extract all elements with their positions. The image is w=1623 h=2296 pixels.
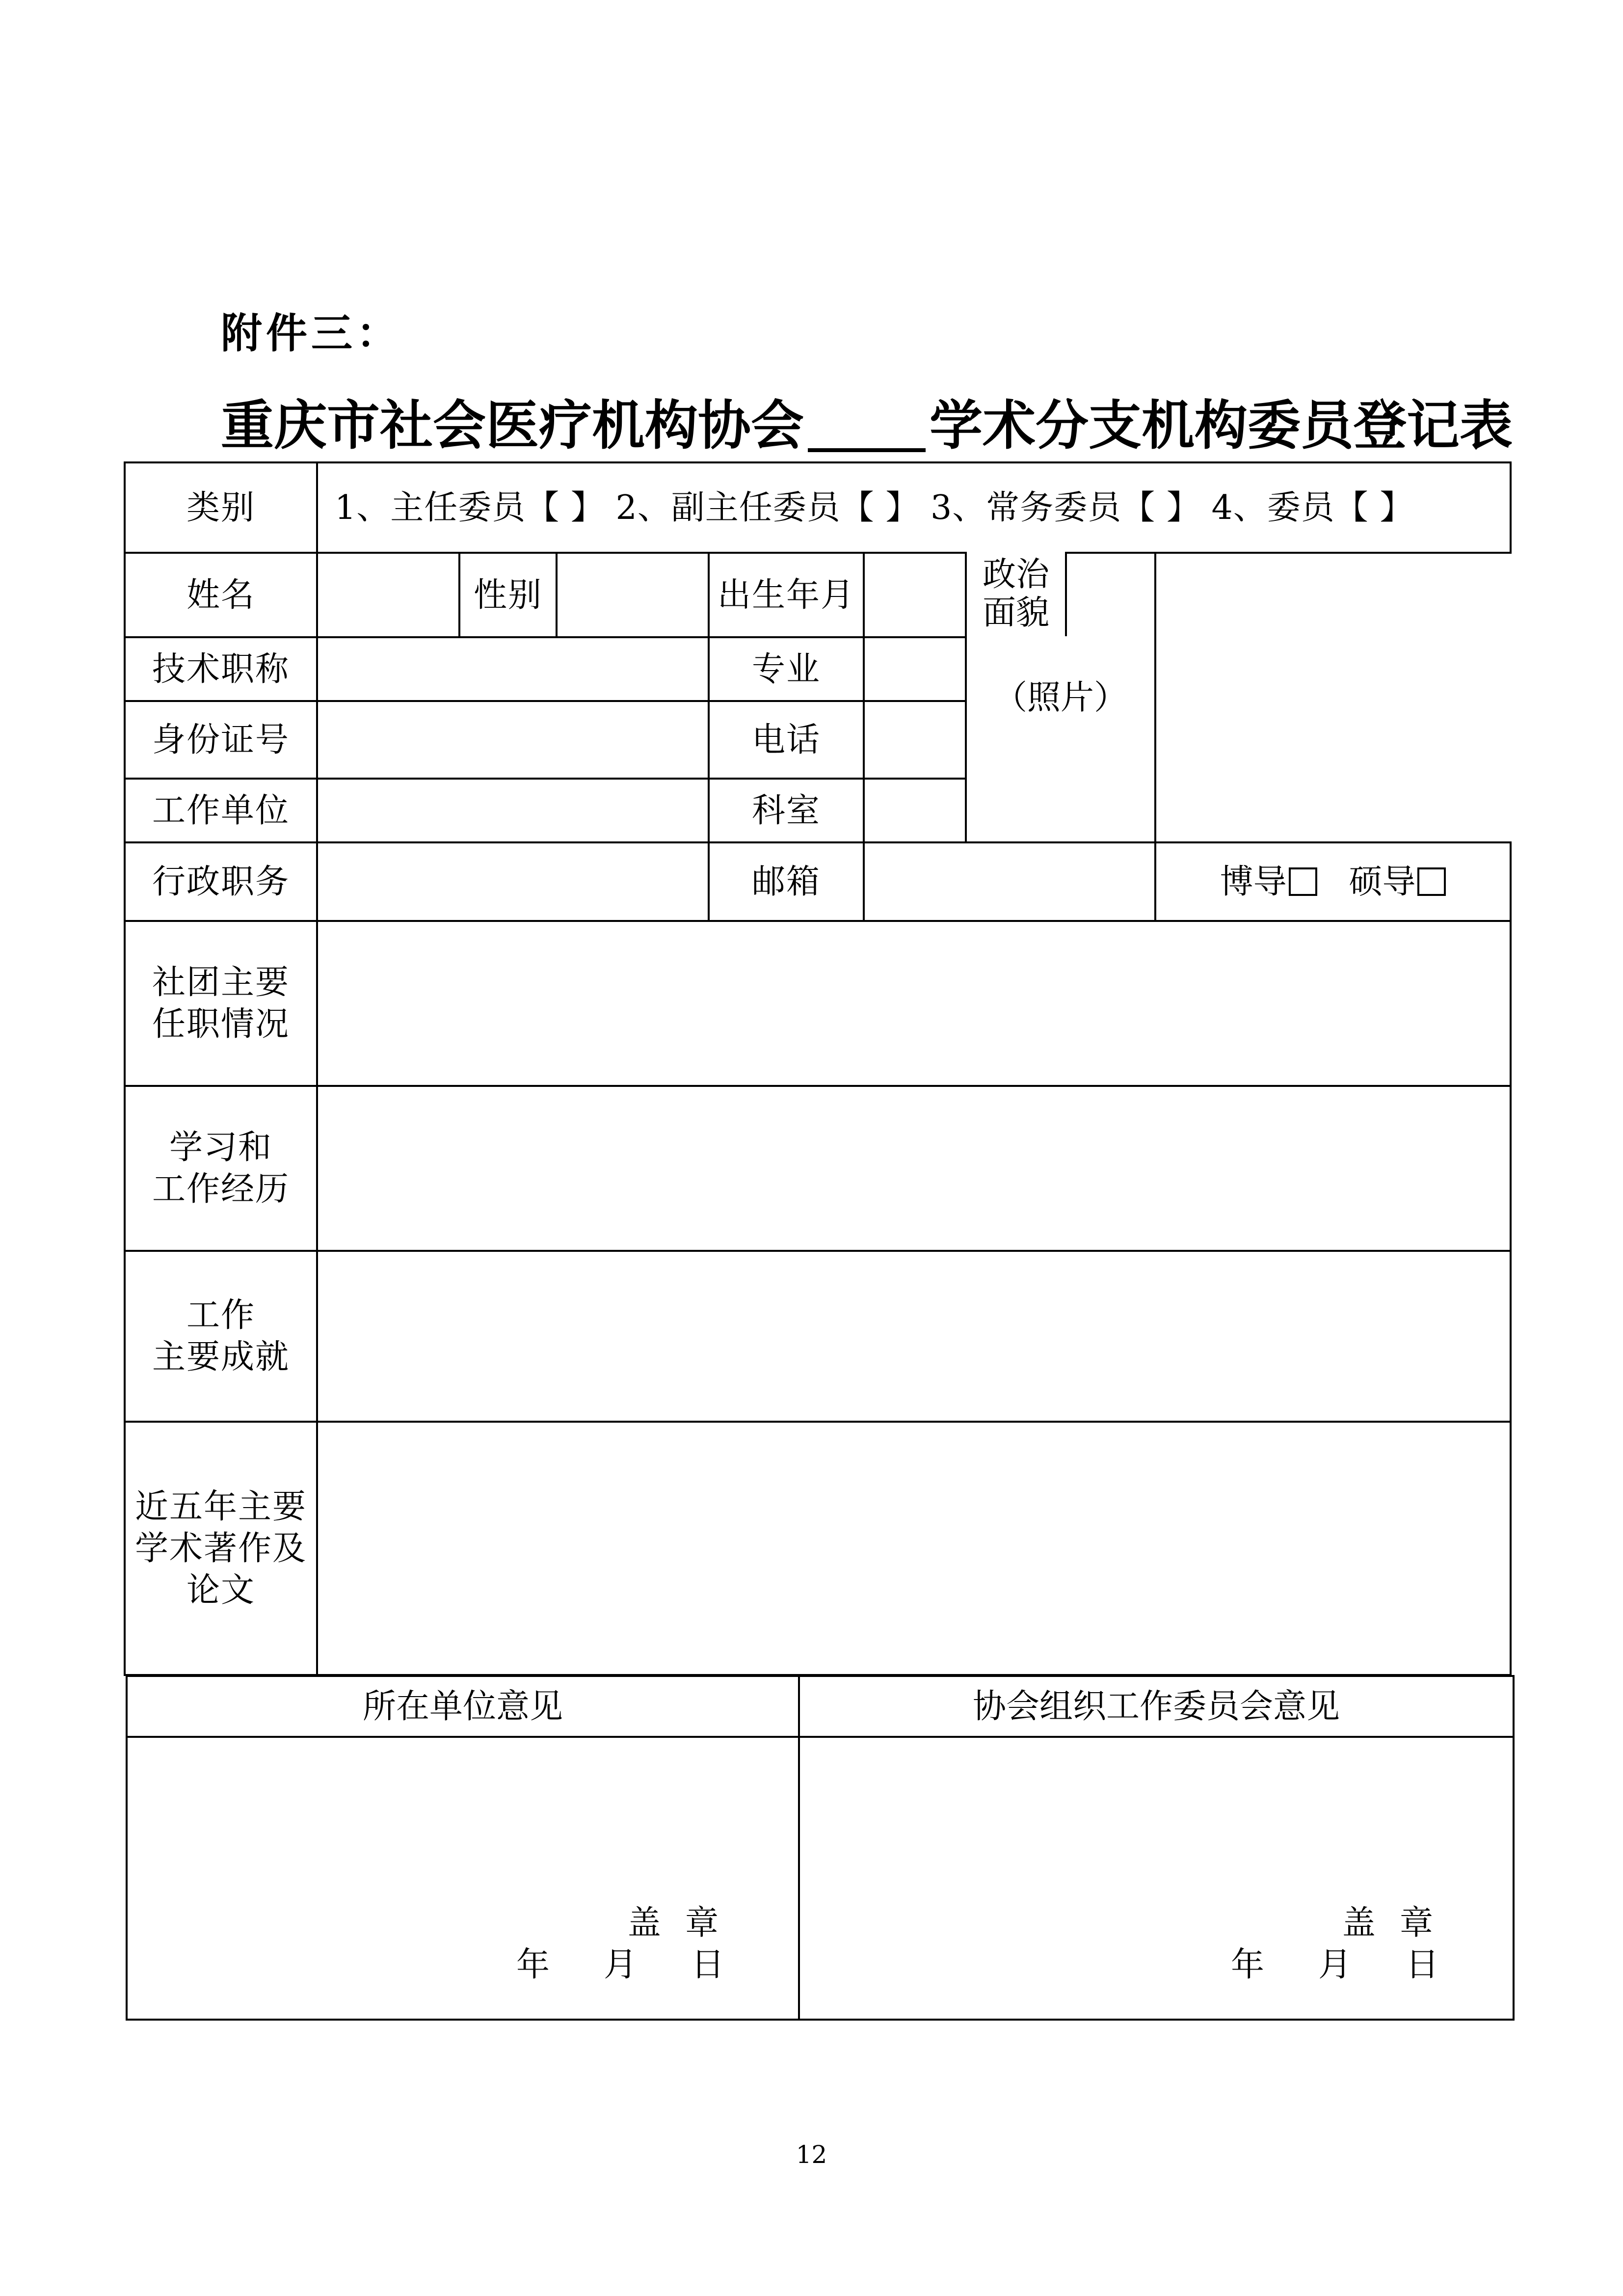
registration-table bbox=[124, 461, 1512, 1676]
political-field[interactable] bbox=[1067, 552, 1256, 636]
papers-field[interactable] bbox=[317, 1422, 1511, 1675]
education-label-line2: 工作经历 bbox=[152, 1170, 290, 1209]
political-label-line1: 政治 bbox=[982, 555, 1049, 594]
id-label: 身份证号 bbox=[125, 701, 317, 779]
form-title bbox=[221, 383, 1513, 459]
gender-label: 性别 bbox=[459, 553, 557, 637]
committee-date-month: 月 bbox=[1318, 1945, 1352, 1984]
master-supervisor-label: 硕导 bbox=[1349, 862, 1416, 901]
phd-supervisor-label: 博导 bbox=[1220, 862, 1287, 901]
achievements-label-line1: 工作 bbox=[186, 1296, 255, 1335]
political-label-line2: 面貌 bbox=[982, 594, 1049, 632]
education-label-line1: 学习和 bbox=[169, 1128, 272, 1167]
education-field[interactable] bbox=[317, 1086, 1511, 1251]
department-label: 科室 bbox=[709, 779, 864, 842]
achievements-label-line2: 主要成就 bbox=[152, 1338, 290, 1377]
committee-opinion-header: 协会组织工作委员会意见 bbox=[799, 1676, 1514, 1737]
unit-seal-label: 盖 章 bbox=[627, 1904, 719, 1943]
category-options[interactable]: 1、主任委员【 】 2、副主任委员【 】 3、常务委员【 】 4、委员【 】 bbox=[317, 462, 1511, 553]
papers-label bbox=[125, 1422, 317, 1675]
phd-supervisor-checkbox[interactable] bbox=[1289, 867, 1317, 896]
committee-date bbox=[1231, 1944, 1439, 1986]
master-supervisor-checkbox[interactable] bbox=[1417, 867, 1446, 896]
unit-date-day: 日 bbox=[691, 1945, 724, 1984]
title-field[interactable] bbox=[317, 637, 709, 701]
attachment-label: 附件三： bbox=[221, 309, 402, 357]
department-field[interactable] bbox=[864, 779, 1155, 842]
committee-date-day: 日 bbox=[1405, 1945, 1439, 1984]
society-field[interactable] bbox=[317, 921, 1511, 1086]
name-label: 姓名 bbox=[125, 553, 317, 637]
photo-label: （照片） bbox=[993, 678, 1127, 717]
committee-seal-label: 盖 章 bbox=[1342, 1904, 1434, 1943]
unit-date-year: 年 bbox=[516, 1945, 550, 1984]
id-field[interactable] bbox=[317, 701, 709, 779]
name-field[interactable] bbox=[317, 553, 459, 637]
unit-date-month: 月 bbox=[603, 1945, 637, 1984]
title-part-1: 重庆市社会医疗机构协会 bbox=[221, 395, 804, 457]
papers-label-line3: 论文 bbox=[186, 1570, 255, 1610]
unit-opinion-field[interactable] bbox=[127, 1737, 799, 2020]
society-label-line2: 任职情况 bbox=[152, 1005, 290, 1044]
title-part-2: 学术分支机构委员登记表 bbox=[930, 395, 1513, 457]
admin-post-label: 行政职务 bbox=[125, 842, 317, 921]
employer-field[interactable] bbox=[317, 779, 709, 842]
unit-opinion-header: 所在单位意见 bbox=[127, 1676, 799, 1737]
phone-label: 电话 bbox=[709, 701, 864, 779]
achievements-field[interactable] bbox=[317, 1251, 1511, 1422]
birth-label: 出生年月 bbox=[709, 553, 864, 637]
committee-date-year: 年 bbox=[1230, 1945, 1264, 1984]
papers-label-line2: 学术著作及 bbox=[134, 1529, 307, 1568]
category-label: 类别 bbox=[125, 462, 317, 553]
opinion-table bbox=[126, 1675, 1515, 2021]
political-label-cell bbox=[965, 552, 1067, 636]
education-label bbox=[125, 1086, 317, 1251]
page-number: 12 bbox=[796, 2140, 827, 2169]
branch-name-blank[interactable] bbox=[808, 403, 926, 452]
title-label: 技术职称 bbox=[125, 637, 317, 701]
employer-label: 工作单位 bbox=[125, 779, 317, 842]
achievements-label bbox=[125, 1251, 317, 1422]
committee-opinion-field[interactable] bbox=[799, 1737, 1514, 2020]
unit-date bbox=[516, 1944, 724, 1986]
email-label: 邮箱 bbox=[709, 842, 864, 921]
supervisor-options bbox=[1155, 842, 1511, 921]
papers-label-line1: 近五年主要 bbox=[134, 1487, 307, 1526]
major-label: 专业 bbox=[709, 637, 864, 701]
admin-post-field[interactable] bbox=[317, 842, 709, 921]
email-field[interactable] bbox=[864, 842, 1155, 921]
society-label bbox=[125, 921, 317, 1086]
society-label-line1: 社团主要 bbox=[152, 963, 290, 1002]
birth-field[interactable] bbox=[864, 553, 966, 637]
gender-field[interactable] bbox=[557, 553, 709, 637]
